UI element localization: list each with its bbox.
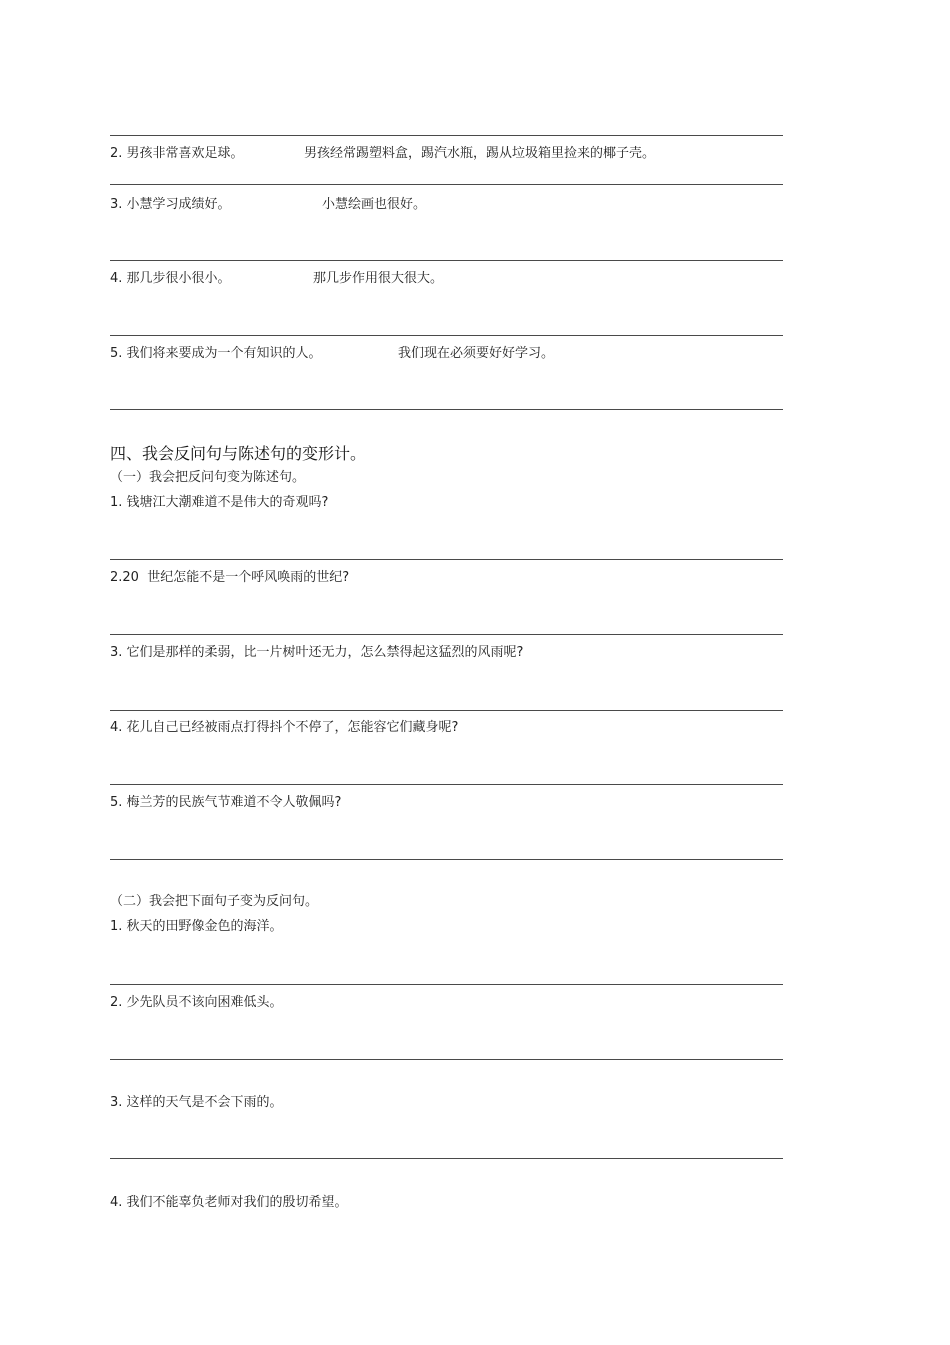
question-item-second: 那几步作用很大很大。: [313, 271, 444, 286]
question-item-second: 我们现在必须要好好学习。: [398, 346, 555, 361]
answer-line: [110, 184, 783, 185]
question-item: 5. 梅兰芳的民族气节难道不令人敬佩吗?: [110, 795, 342, 810]
question-item: 4. 我们不能辜负老师对我们的殷切希望。: [110, 1195, 348, 1210]
question-item-second: 男孩经常踢塑料盒，踢汽水瓶，踢从垃圾箱里捡来的椰子壳。: [304, 146, 656, 161]
question-item: 2. 少先队员不该向困难低头。: [110, 995, 283, 1010]
question-item: 1. 钱塘江大潮难道不是伟大的奇观吗?: [110, 495, 329, 510]
answer-line: [110, 1158, 783, 1159]
answer-line: [110, 784, 783, 785]
answer-line: [110, 710, 783, 711]
question-item: 4. 那几步很小很小。: [110, 271, 231, 286]
section-heading: 四、我会反问句与陈述句的变形计。: [110, 444, 367, 463]
question-item-second: 小慧绘画也很好。: [322, 197, 427, 212]
subsection-heading: （二）我会把下面句子变为反问句。: [110, 894, 319, 909]
answer-line: [110, 634, 783, 635]
question-item: 3. 小慧学习成绩好。: [110, 197, 231, 212]
question-item: 1. 秋天的田野像金色的海洋。: [110, 919, 283, 934]
answer-line: [110, 135, 783, 136]
question-item: 3. 这样的天气是不会下雨的。: [110, 1095, 283, 1110]
question-item: 2.20 世纪怎能不是一个呼风唤雨的世纪?: [110, 570, 350, 585]
answer-line: [110, 260, 783, 261]
answer-line: [110, 984, 783, 985]
question-item: 3. 它们是那样的柔弱，比一片树叶还无力，怎么禁得起这猛烈的风雨呢?: [110, 645, 524, 660]
answer-line: [110, 1059, 783, 1060]
question-item: 2. 男孩非常喜欢足球。: [110, 146, 244, 161]
answer-line: [110, 559, 783, 560]
question-item: 5. 我们将来要成为一个有知识的人。: [110, 346, 322, 361]
answer-line: [110, 859, 783, 860]
subsection-heading: （一）我会把反问句变为陈述句。: [110, 470, 306, 485]
answer-line: [110, 335, 783, 336]
answer-line: [110, 409, 783, 410]
question-item: 4. 花儿自己已经被雨点打得抖个不停了，怎能容它们藏身呢?: [110, 720, 459, 735]
